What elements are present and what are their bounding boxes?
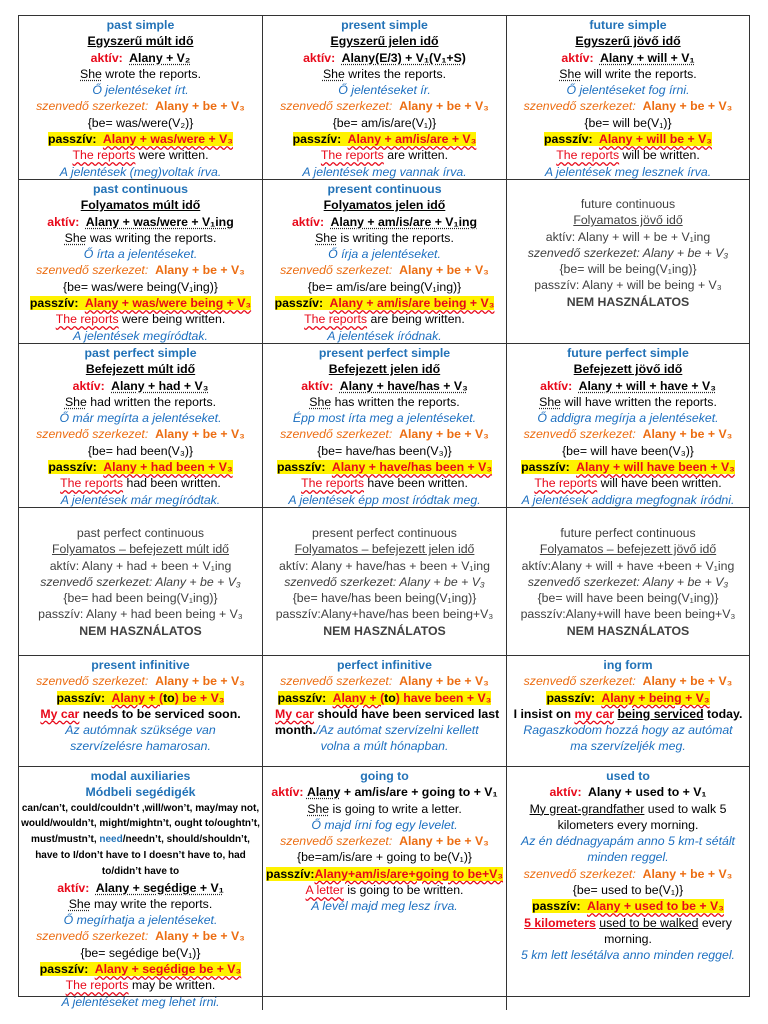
be-rule: {be= segédige be(V₁)} [80, 945, 201, 960]
active-formula: aktív: Alany + will + V₁ [561, 50, 695, 65]
hungarian-example: Ő jelentéseket írt. [92, 83, 189, 98]
passive-formula: passzív: Alany + am/is/are + V₃ [292, 132, 477, 147]
hungarian-title: Egyszerű jövő idő [575, 34, 681, 49]
passive-structure: szenvedő szerkezet: Alany + be + V₃ [523, 99, 733, 114]
active-formula: aktív: Alany + will + be + V₁ing [545, 229, 711, 244]
passive-example: I insist on my car being serviced today. [513, 706, 743, 721]
hungarian-title: Befejezett múlt idő [85, 362, 196, 377]
active-formula: aktív: Alany + segédige + V₁ [57, 880, 224, 895]
passive-example: The reports have been written. [301, 476, 468, 491]
active-formula: aktív: Alany + used to + V₁ [549, 785, 707, 800]
hungarian-example: Ő írta a jelentéseket. [83, 247, 198, 262]
passive-formula: passzív: Alany + had been being + V₃ [38, 607, 243, 622]
passive-example: The reports are written. [320, 148, 449, 163]
be-rule: {be= have/has been being(V₁ing)} [292, 591, 477, 606]
passive-example: A letter is going to be written. [305, 883, 464, 898]
hungarian-passive: A jelentések addigra megfognak íródni. [521, 492, 735, 507]
passive-example: The reports will have been written. [534, 476, 722, 491]
passive-example: The reports were being written. [55, 312, 226, 327]
hungarian-title: Folyamatos jövő idő [573, 213, 683, 228]
active-formula: aktív: Alany + have/has + been + V₁ing [279, 558, 490, 573]
passive-example: My car needs to be serviced soon. [40, 706, 241, 721]
active-example: She may write the reports. [68, 896, 213, 911]
cell-past-continuous [19, 180, 263, 344]
hungarian-example: Ő megírhatja a jelentéseket. [63, 913, 218, 928]
cell-past-simple [19, 16, 263, 180]
be-rule: {be= was/were being(V₁ing)} [63, 279, 218, 294]
cell-present-simple [263, 16, 507, 180]
hungarian-passive: A jelentések megíródtak. [73, 328, 208, 343]
active-example: She will write the reports. [559, 66, 697, 81]
cell-title: used to [606, 769, 650, 783]
passive-formula: passzív: Alany + will have been + V₃ [521, 460, 735, 475]
hungarian-example: Épp most írta meg a jelentéseket. [292, 411, 477, 426]
passive-formula: passzív: Alany + being + V₃ [546, 690, 710, 705]
cell-title: past continuous [93, 182, 188, 196]
passive-structure: szenvedő szerkezet: Alany + be + V₃ [284, 574, 485, 589]
hungarian-title: Befejezett jövő idő [573, 362, 683, 377]
cell-title: future perfect simple [567, 346, 689, 360]
active-example: She writes the reports. [322, 66, 447, 81]
cell-title: present perfect continuous [312, 525, 457, 540]
cell-title: future simple [589, 18, 667, 32]
passive-structure: szenvedő szerkezet: Alany + be + V₃ [36, 674, 245, 689]
passive-formula: passzív: Alany + will be being + V₃ [534, 278, 722, 293]
hungarian-title: Folyamatos – befejezett jelen idő [294, 542, 475, 557]
active-formula: aktív: Alany + V₂ [90, 50, 191, 65]
passive-structure: szenvedő szerkezet: Alany + be + V₃ [527, 245, 729, 260]
be-rule: {be= had been(V₃)} [87, 443, 194, 458]
passive-structure: szenvedő szerkezet: Alany + be + V₃ [523, 427, 733, 442]
active-example: She has written the reports. [309, 394, 460, 409]
active-formula: aktív:Alany + will + have +been + V₁ing [521, 558, 735, 573]
passive-structure: szenvedő szerkezet: Alany + be + V₃ [523, 866, 733, 881]
passive-formula: passzív: Alany + will be + V₃ [544, 132, 712, 147]
hungarian-title: Egyszerű jelen idő [330, 34, 439, 49]
cell-past-perfect-continuous [19, 508, 263, 656]
be-rule: {be= will have been being(V₁ing)} [537, 591, 719, 606]
active-example: She was writing the reports. [64, 230, 217, 245]
cell-future-perfect-simple [507, 344, 749, 508]
passive-formula: passzív:Alany+will have been being+V₃ [520, 607, 736, 622]
cell-ing-form [507, 656, 749, 767]
cell-title: modal auxiliaries [90, 769, 191, 783]
hungarian-example-2: szervízelésre hamarosan. [70, 739, 211, 754]
passive-example-1: My car should have been serviced last [275, 706, 500, 721]
cell-future-perfect-continuous [507, 508, 749, 656]
hungarian-example: Ő írja a jelentéseket. [328, 247, 441, 262]
passive-structure: szenvedő szerkezet: Alany + be + V₃ [40, 574, 241, 589]
active-example: She had written the reports. [64, 394, 217, 409]
passive-formula: passzív: Alany + am/is/are being + V₃ [274, 296, 495, 311]
passive-structure: szenvedő szerkezet: Alany + be + V₃ [36, 929, 245, 944]
active-formula: aktív: Alany + will + have + V₃ [540, 378, 716, 393]
passive-structure: szenvedő szerkezet: Alany + be + V₃ [280, 263, 489, 278]
cell-title: past simple [106, 18, 175, 32]
active-formula: aktív: Alany + have/has + V₃ [301, 378, 468, 393]
passive-formula: passzív: Alany + (to) be + V₃ [56, 690, 225, 705]
cell-present-continuous [263, 180, 507, 344]
passive-formula: passzív:Alany+am/is/are+going to be+V₃ [265, 866, 504, 881]
passive-formula: passzív: Alany + used to be + V₃ [532, 899, 724, 914]
passive-formula: passzív: Alany + have/has been + V₃ [276, 460, 493, 475]
cell-title: perfect infinitive [337, 658, 432, 672]
be-rule: {be= will have been(V₃)} [562, 443, 694, 458]
modal-list: can/can’t, could/couldn’t ,will/won’t, may/may not, would/wouldn’t, might/mightn’t, ought to/oughtn’t, must/mustn’t, need/needn’t, should/shouldn’t, have to I/don’t have to I doesn’t have to, had to/didn’t have to [21, 802, 260, 877]
cell-past-perfect-simple [19, 344, 263, 508]
passive-formula: passzív: Alany + was/were + V₃ [47, 132, 233, 147]
be-rule: {be= will be being(V₁ing)} [559, 262, 697, 277]
passive-formula: passzív: Alany + was/were being + V₃ [29, 296, 252, 311]
hungarian-example-2: volna a múlt hónapban. [320, 739, 449, 754]
cell-title: present continuous [327, 182, 442, 196]
tense-table [18, 15, 750, 1009]
passive-structure: szenvedő szerkezet: Alany + be + V₃ [280, 99, 489, 114]
passive-structure: szenvedő szerkezet: Alany + be + V₃ [523, 674, 733, 689]
active-formula: aktív: Alany + had + V₃ [72, 378, 209, 393]
passive-structure: szenvedő szerkezet: Alany + be + V₃ [280, 674, 489, 689]
be-rule: {be= am/is/are(V₁)} [332, 115, 437, 130]
hungarian-passive: A levél majd meg lesz írva. [311, 899, 458, 914]
hungarian-title: Folyamatos – befejezett jövő idő [539, 542, 717, 557]
passive-example-1: 5 kilometers used to be walked every [524, 915, 732, 930]
passive-formula: passzív:Alany+have/has been being+V₃ [275, 607, 494, 622]
passive-structure: szenvedő szerkezet: Alany + be + V₃ [280, 427, 489, 442]
hungarian-example: Ő jelentéseket ír. [338, 83, 431, 98]
passive-example: The reports were written. [72, 148, 209, 163]
cell-title: past perfect simple [84, 346, 197, 360]
passive-structure: szenvedő szerkezet: Alany + be + V₃ [280, 834, 489, 849]
cell-title: past perfect continuous [76, 525, 205, 540]
hungarian-passive: A jelentések már megíródtak. [60, 492, 221, 507]
cell-going-to [263, 767, 507, 1010]
active-formula: aktív: Alany + was/were + V₁ing [47, 214, 234, 229]
hungarian-title: Egyszerű múlt idő [87, 34, 194, 49]
be-rule: {be= had been being(V₁ing)} [63, 591, 218, 606]
hungarian-example: Ő jelentéseket fog írni. [566, 83, 690, 98]
hungarian-example-1: Az én dédnagyapám anno 5 km-t sétált [521, 834, 735, 849]
hungarian-passive: A jelentések meg lesznek írva. [544, 164, 712, 179]
not-used-label: NEM HASZNÁLATOS [79, 623, 202, 638]
cell-title: present perfect simple [318, 346, 451, 360]
cell-future-simple [507, 16, 749, 180]
cell-used-to [507, 767, 749, 1010]
active-example-2: kilometers every morning. [557, 817, 699, 832]
passive-formula: passzív: Alany + segédige be + V₃ [39, 962, 242, 977]
passive-structure: szenvedő szerkezet: Alany + be + V₃ [527, 574, 729, 589]
passive-example-2: morning. [604, 931, 652, 946]
hungarian-passive: A jelentések épp most íródtak meg. [288, 492, 481, 507]
passive-example: The reports are being written. [304, 312, 465, 327]
passive-structure: szenvedő szerkezet: Alany + be + V₃ [36, 263, 245, 278]
active-example: She will have written the reports. [539, 394, 717, 409]
not-used-label: NEM HASZNÁLATOS [566, 623, 690, 638]
hungarian-passive: A jelentések meg vannak írva. [302, 164, 467, 179]
cell-title: going to [360, 769, 409, 783]
active-formula: aktív: Alany + am/is/are + V₁ing [291, 214, 478, 229]
cell-future-continuous [507, 180, 749, 344]
hungarian-title: Folyamatos múlt idő [80, 198, 201, 213]
hungarian-example: Ő addigra megírja a jelentéseket. [537, 411, 719, 426]
cell-perfect-infinitive [263, 656, 507, 767]
hungarian-example-2: ma szervízeljék meg. [570, 739, 686, 754]
passive-formula: passzív: Alany + (to) have been + V₃ [277, 690, 492, 705]
cell-title: ing form [603, 658, 653, 672]
passive-example: The reports will be written. [556, 148, 700, 163]
cell-modal-auxiliaries [19, 767, 263, 1010]
passive-example-2: month./Az autómat szervízelni kellett [275, 723, 479, 738]
cell-present-perfect-simple [263, 344, 507, 508]
hungarian-example-1: Az autómnak szüksége van [65, 723, 216, 738]
active-formula: aktív: Alany(E/3) + V₁(V₁+S) [303, 50, 466, 65]
passive-example: The reports may be written. [65, 978, 216, 993]
active-example: She wrote the reports. [80, 66, 201, 81]
active-example-1: My great-grandfather used to walk 5 [529, 801, 727, 816]
passive-example: The reports had been written. [60, 476, 221, 491]
hungarian-title: Folyamatos jelen idő [323, 198, 446, 213]
be-rule: {be=am/is/are + going to be(V₁)} [296, 850, 473, 865]
be-rule: {be= am/is/are being(V₁ing)} [307, 279, 462, 294]
hungarian-passive: A jelentéseket meg lehet írni. [61, 994, 220, 1009]
be-rule: {be= was/were(V₂)} [87, 115, 194, 130]
cell-title: present simple [341, 18, 428, 32]
active-example: She is going to write a letter. [307, 801, 462, 816]
hungarian-title: Folyamatos – befejezett múlt idő [51, 542, 230, 557]
cell-title: present infinitive [91, 658, 190, 672]
be-rule: {be= used to be(V₁)} [572, 883, 684, 898]
hungarian-passive: A jelentések (meg)voltak írva. [59, 164, 222, 179]
active-example: She is writing the reports. [315, 230, 454, 245]
hungarian-example-2: minden reggel. [587, 850, 669, 865]
passive-structure: szenvedő szerkezet: Alany + be + V₃ [36, 427, 245, 442]
hungarian-passive: A jelentések íródnak. [327, 328, 442, 343]
not-used-label: NEM HASZNÁLATOS [323, 623, 446, 638]
passive-structure: szenvedő szerkezet: Alany + be + V₃ [36, 99, 245, 114]
passive-formula: passzív: Alany + had been + V₃ [48, 460, 233, 475]
hungarian-title: Befejezett jelen idő [328, 362, 441, 377]
be-rule: {be= have/has been(V₃)} [317, 443, 452, 458]
cell-title: future perfect continuous [560, 525, 696, 540]
hungarian-example: Ő majd írni fog egy levelet. [311, 817, 458, 832]
hungarian-example: Ő már megírta a jelentéseket. [59, 411, 222, 426]
hungarian-example-1: Ragaszkodom hozzá hogy az autómat [523, 723, 733, 738]
cell-title: future continuous [580, 196, 676, 211]
cell-present-infinitive [19, 656, 263, 767]
hungarian-title: Módbeli segédigék [85, 785, 196, 800]
not-used-label: NEM HASZNÁLATOS [566, 294, 690, 309]
active-formula: aktív: Alany + had + been + V₁ing [49, 558, 232, 573]
active-formula: aktív: Alany + am/is/are + going to + V₁ [271, 785, 498, 800]
cell-present-perfect-continuous [263, 508, 507, 656]
be-rule: {be= will be(V₁)} [584, 115, 672, 130]
hungarian-passive: 5 km lett lesétálva anno minden reggel. [521, 948, 735, 963]
